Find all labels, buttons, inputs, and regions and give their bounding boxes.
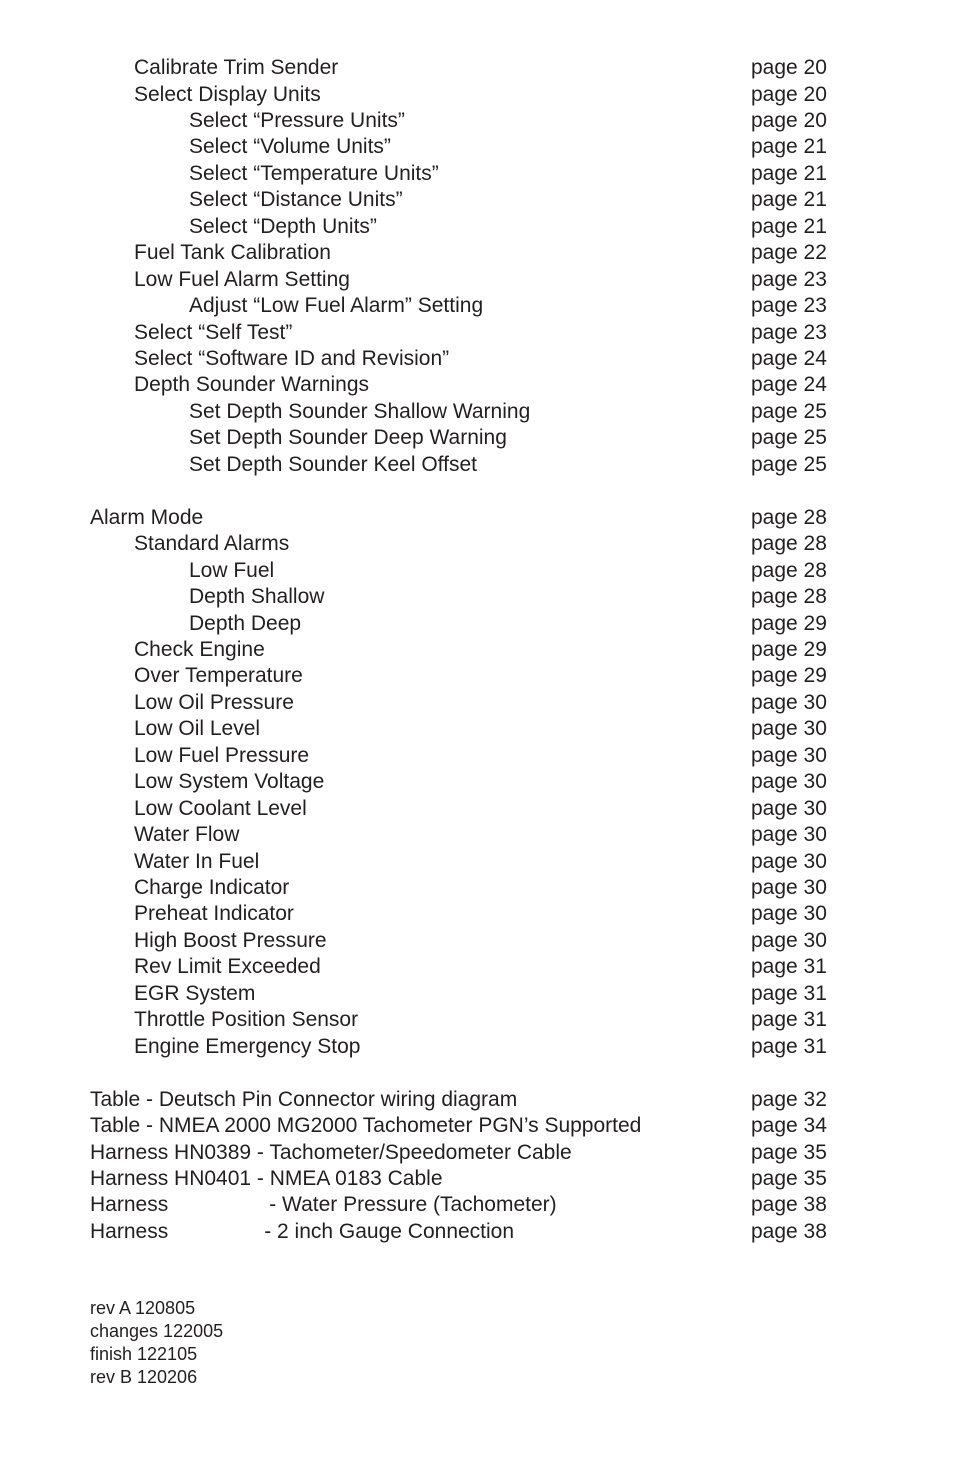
toc-entry-page: page 23 [751, 267, 827, 291]
toc-entry-title [134, 346, 449, 372]
toc-entry-page: page 20 [751, 56, 827, 79]
toc-entry [0, 849, 954, 875]
toc-entry-title [189, 611, 301, 637]
toc-entry-title [134, 822, 239, 848]
toc-entry-title-text: Charge Indicator [134, 876, 290, 899]
toc-entry-title [134, 531, 289, 557]
toc-entry-title-text: Set Depth Sounder Keel Offset [189, 452, 477, 476]
toc-entry-title [90, 1113, 641, 1139]
toc-entry [0, 1113, 954, 1139]
toc-entry-page: page 25 [751, 452, 827, 476]
toc-entry-title-text: Low Fuel Alarm Setting [134, 267, 350, 291]
toc-entry [0, 267, 954, 293]
toc-entry-page: page 24 [751, 373, 827, 397]
toc-entry-title [134, 690, 294, 716]
toc-entry-title-text: Select “Depth Units” [189, 214, 377, 238]
toc-entry-title-text: Fuel Tank Calibration [134, 241, 331, 265]
toc-entry-title-text: Harness [90, 1219, 169, 1243]
toc-entry-page: page 30 [751, 743, 827, 767]
toc-entry-page: page 25 [751, 426, 827, 450]
toc-entry-page: page 29 [751, 611, 827, 635]
toc-entry-title-text: Low Fuel Pressure [134, 743, 310, 767]
toc-entry-title-text: Depth Shallow [189, 585, 325, 608]
toc-entry-title [134, 928, 327, 954]
toc-entry-page: page 24 [751, 346, 827, 370]
toc-entry-title [134, 954, 321, 980]
toc-entry-title-text: High Boost Pressure [134, 928, 327, 952]
toc-entry [0, 1140, 954, 1166]
toc-entry-page: page 29 [751, 637, 827, 661]
toc-entry [0, 108, 954, 134]
toc-entry-title [90, 1219, 514, 1245]
toc-entry-page: page 21 [751, 135, 827, 159]
toc-entry [0, 981, 954, 1007]
toc-entry [0, 1166, 954, 1192]
toc-entry-page: page 35 [751, 1140, 827, 1164]
toc-entry-title [134, 849, 259, 875]
toc-entry-page: page 31 [751, 1034, 827, 1058]
toc-entry [0, 558, 954, 584]
toc-entry-page: page 30 [751, 717, 827, 741]
toc-entry-title-text: Depth Deep [189, 611, 302, 635]
toc-entry-title-text: Over Temperature [134, 664, 303, 688]
toc-entry-title [134, 769, 324, 795]
toc-entry [0, 637, 954, 663]
toc-entry-page: page 29 [751, 664, 827, 688]
revision-history [90, 1297, 223, 1389]
toc-entry-title [134, 372, 369, 398]
toc-entry-page: page 30 [751, 823, 827, 847]
toc-entry-title [134, 267, 350, 293]
toc-entry [0, 1192, 954, 1218]
toc-entry [0, 1007, 954, 1033]
toc-entry-title [134, 240, 331, 266]
toc-entry-title [134, 743, 309, 769]
toc-entry-title-text: Harness HN0389 - Tachometer/Speedometer Cable [90, 1140, 572, 1164]
toc-entry [0, 505, 954, 531]
toc-entry-title-text: Select “Volume Units” [189, 135, 391, 159]
toc-entry-title-suffix: - 2 inch Gauge Connection [264, 1219, 515, 1243]
toc-entry-title [189, 584, 324, 610]
toc-entry-title-text: Harness [90, 1193, 169, 1217]
revision-line: rev B 120206 [90, 1367, 198, 1387]
toc-entry-title [189, 161, 439, 187]
toc-entry [0, 822, 954, 848]
toc-entry-title [134, 796, 307, 822]
toc-entry-page: page 30 [751, 690, 827, 714]
toc-entry [0, 611, 954, 637]
toc-entry-page: page 28 [751, 532, 827, 556]
toc-entry-title [134, 320, 292, 346]
toc-entry-title-text: Harness HN0401 - NMEA 0183 Cable [90, 1166, 443, 1190]
toc-entry-page: page 28 [751, 585, 827, 608]
toc-entry-title [90, 505, 203, 531]
toc-entry [0, 690, 954, 716]
toc-entry [0, 875, 954, 901]
toc-entry-title-text: Table - Deutsch Pin Connector wiring diagram [90, 1087, 518, 1111]
toc-entry [0, 901, 954, 927]
toc-entry-page: page 32 [751, 1087, 827, 1111]
toc-entry-title-text: Water Flow [134, 823, 240, 847]
toc-entry [0, 796, 954, 822]
toc-entry [0, 214, 954, 240]
toc-entry-page: page 20 [751, 108, 827, 132]
toc-entry-title [189, 214, 377, 240]
toc-entry-page: page 21 [751, 214, 827, 238]
toc-entry-title [90, 1166, 443, 1192]
toc-entry [0, 55, 954, 81]
toc-entry [0, 399, 954, 425]
toc-entry-title [134, 637, 265, 663]
toc-entry-page: page 35 [751, 1166, 827, 1190]
toc-entry-page: page 30 [751, 928, 827, 952]
toc-entry [0, 954, 954, 980]
toc-entry-page: page 30 [751, 770, 827, 794]
toc-entry-title [90, 1140, 572, 1166]
toc-entry-page: page 30 [751, 849, 827, 873]
toc-entry-title-text: Select “Self Test” [134, 320, 293, 344]
toc-entry [0, 187, 954, 213]
toc-entry-page: page 21 [751, 161, 827, 185]
toc-entry-title [134, 875, 289, 901]
toc-entry-page: page 38 [751, 1219, 827, 1243]
toc-entry [0, 769, 954, 795]
toc-entry-title-text: Standard Alarms [134, 532, 290, 556]
toc-entry-page: page 34 [751, 1114, 827, 1137]
toc-entry-page: page 22 [751, 241, 827, 265]
toc-entry-page: page 31 [751, 1008, 827, 1032]
toc-entry-title-text: Low Coolant Level [134, 796, 307, 820]
toc-entry-title [189, 558, 274, 584]
toc-entry-page: page 28 [751, 558, 827, 582]
toc-entry-title [189, 134, 391, 160]
toc-entry [0, 293, 954, 319]
toc-entry-title-text: Table - NMEA 2000 MG2000 Tachometer PGN’s Supported [90, 1114, 642, 1137]
toc-entry-page: page 25 [751, 399, 827, 423]
toc-entry-page: page 23 [751, 294, 827, 317]
toc-entry-page: page 31 [751, 981, 827, 1005]
toc-entry [0, 134, 954, 160]
toc-entry-title-text: Low Oil Pressure [134, 690, 294, 714]
toc-entry-title-text: Adjust “Low Fuel Alarm” Setting [189, 294, 484, 317]
toc-entry [0, 82, 954, 108]
toc-entry-title [134, 1007, 358, 1033]
toc-entry-page: page 31 [751, 955, 827, 979]
toc-entry-title-text: EGR System [134, 981, 256, 1005]
toc-entry-title [134, 716, 260, 742]
toc-entry-title-suffix: - Water Pressure (Tachometer) [269, 1193, 557, 1217]
toc-entry [0, 716, 954, 742]
toc-entry-title [134, 55, 338, 81]
toc-entry [0, 584, 954, 610]
toc-entry [0, 425, 954, 451]
toc-entry-title-text: Select “Distance Units” [189, 188, 403, 212]
toc-entry-page: page 23 [751, 320, 827, 344]
toc-entry [0, 320, 954, 346]
toc-entry [0, 743, 954, 769]
toc-entry-title [134, 981, 255, 1007]
toc-entry-title [134, 663, 303, 689]
toc-entry-title [189, 293, 483, 319]
toc-entry [0, 531, 954, 557]
toc-entry [0, 452, 954, 478]
toc-entry-page: page 28 [751, 505, 827, 529]
toc-entry-title-text: Check Engine [134, 637, 265, 661]
toc-entry-title [134, 901, 294, 927]
revision-line: rev A 120805 [90, 1298, 196, 1318]
toc-entry-page: page 30 [751, 902, 827, 926]
toc-entry-title-text: Select “Software ID and Revision” [134, 346, 450, 370]
toc-entry-title [189, 399, 530, 425]
toc-entry-page: page 20 [751, 82, 827, 106]
toc-entry-title [90, 1087, 517, 1113]
toc-entry-title-text: Rev Limit Exceeded [134, 955, 321, 979]
toc-entry-page: page 30 [751, 796, 827, 820]
toc-entry-title [90, 1192, 557, 1218]
toc-entry-title-text: Depth Sounder Warnings [134, 373, 370, 397]
toc-entry-page: page 30 [751, 876, 827, 899]
toc-entry-title-text: Set Depth Sounder Shallow Warning [189, 399, 531, 423]
toc-entry-title-text: Preheat Indicator [134, 902, 294, 926]
toc-entry-title-text: Throttle Position Sensor [134, 1008, 359, 1032]
toc-entry [0, 240, 954, 266]
toc-entry-title-text: Select “Pressure Units” [189, 108, 405, 132]
toc-entry [0, 346, 954, 372]
toc-entry-title-text: Alarm Mode [90, 505, 204, 529]
toc-entry-title-text: Low Oil Level [134, 717, 261, 741]
toc-entry [0, 1219, 954, 1245]
revision-line: finish 122105 [90, 1344, 198, 1364]
toc-entry-title [189, 425, 507, 451]
toc-entry-title-text: Calibrate Trim Sender [134, 56, 339, 79]
toc-entry-title [189, 452, 477, 478]
toc-entry-title [134, 82, 321, 108]
toc-entry [0, 1087, 954, 1113]
toc-entry-title-text: Low System Voltage [134, 770, 325, 794]
toc-entry [0, 1034, 954, 1060]
toc-entry-title [189, 108, 405, 134]
toc-entry [0, 928, 954, 954]
toc-entry-title [189, 187, 403, 213]
toc-entry-title-text: Water In Fuel [134, 849, 260, 873]
toc-entry-page: page 21 [751, 188, 827, 212]
toc-entry-title [134, 1034, 360, 1060]
toc-entry-title-text: Select Display Units [134, 82, 321, 106]
toc-entry-title-text: Select “Temperature Units” [189, 161, 439, 185]
toc-entry-title-text: Set Depth Sounder Deep Warning [189, 426, 507, 450]
toc-entry [0, 372, 954, 398]
toc-entry [0, 161, 954, 187]
toc-entry-title-text: Engine Emergency Stop [134, 1034, 361, 1058]
toc-entry-page: page 38 [751, 1193, 827, 1217]
revision-line: changes 122005 [90, 1321, 224, 1341]
toc-entry [0, 663, 954, 689]
toc-entry-title-text: Low Fuel [189, 558, 275, 582]
